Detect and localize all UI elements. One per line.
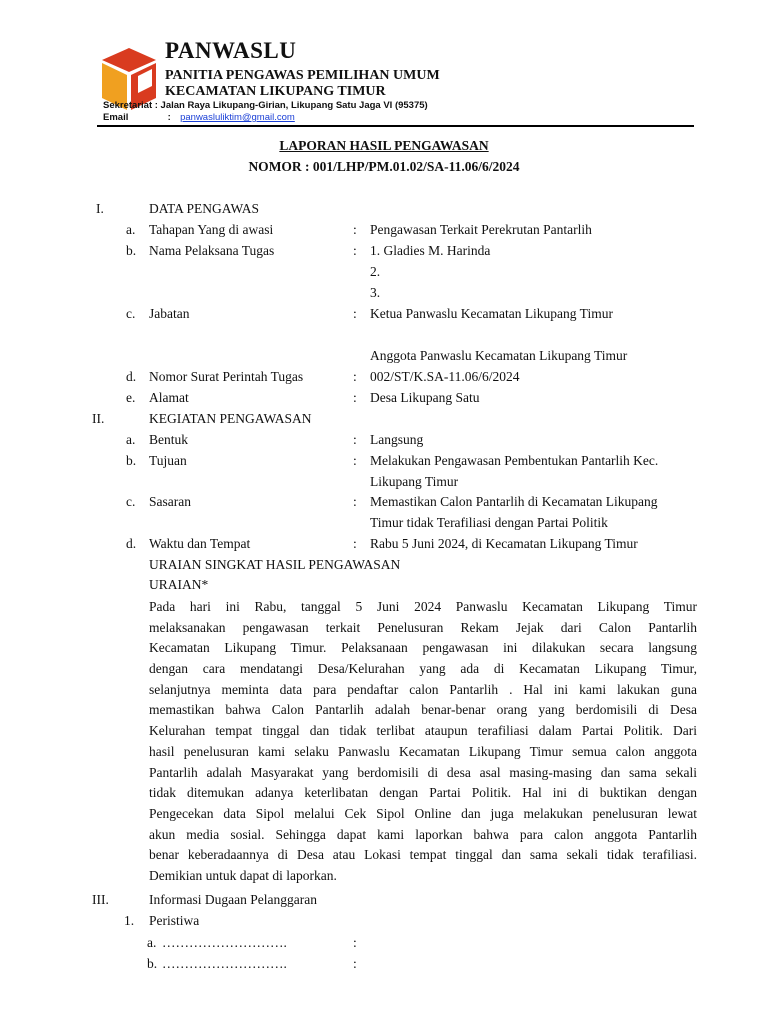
section-3-number: III.: [92, 892, 109, 907]
item-value: Memastikan Calon Pantarlih di Kecamatan Likupang: [370, 494, 658, 509]
item-value: Desa Likupang Satu: [370, 390, 480, 405]
email-link[interactable]: panwasluliktim@gmail.com: [180, 112, 295, 123]
item-colon: :: [353, 536, 357, 551]
org-line-2: KECAMATAN LIKUPANG TIMUR: [165, 84, 386, 99]
subsection-number: 1.: [124, 913, 135, 928]
paragraph-line: Kecamatan Likupang Timur. Pelaksanaan pengawasan ini dilakukan secara langsung: [149, 640, 697, 656]
item-letter: d.: [126, 369, 137, 384]
document-number: NOMOR : 001/LHP/PM.01.02/SA-11.06/6/2024: [248, 159, 520, 174]
item-colon: :: [353, 453, 357, 468]
summary-paragraph: [149, 597, 697, 887]
item-colon: :: [353, 306, 357, 321]
officer-name-1: 1. Gladies M. Harinda: [370, 243, 491, 258]
email-colon: :: [167, 112, 171, 123]
secretariat-address: Sekretariat : Jalan Raya Likupang-Girian, Likupang Satu Jaga VI (95375): [103, 100, 428, 111]
position-2: Anggota Panwaslu Kecamatan Likupang Timur: [370, 348, 628, 363]
item-label: Bentuk: [149, 432, 188, 447]
officer-name-2: 2.: [370, 264, 381, 279]
paragraph-line: selanjutnya meminta data para pendaftar calon Pantarlih . Hal ini kami lakukan guna: [149, 681, 697, 697]
item-value-continued: Likupang Timur: [370, 474, 459, 489]
item-colon: :: [353, 432, 357, 447]
paragraph-line: Kelurahan tempat tinggal dan tidak terlibat ataupun terafiliasi dalam Partai Politik. Dari: [149, 723, 697, 739]
placeholder-dots: ……………………….: [162, 935, 287, 950]
item-letter: c.: [126, 494, 136, 509]
item-label: Tujuan: [149, 453, 187, 468]
item-colon: :: [353, 222, 357, 237]
paragraph-line: benar keberadaannya di Desa atau Lokasi tempat tinggal dan sama sekali tidak terafiliasi.: [149, 847, 697, 863]
paragraph-line: akun media sosial. Sehingga dapat kami laporkan bahwa para calon anggota Pantarlih: [149, 826, 697, 842]
item-label: Nama Pelaksana Tugas: [149, 243, 275, 258]
section-3-heading: Informasi Dugaan Pelanggaran: [149, 892, 317, 907]
item-letter: b.: [126, 453, 137, 468]
org-line-1: PANITIA PENGAWAS PEMILIHAN UMUM: [165, 68, 440, 83]
item-label: Nomor Surat Perintah Tugas: [149, 369, 304, 384]
item-letter: c.: [126, 306, 136, 321]
section-1-number: I.: [96, 201, 104, 216]
org-name: PANWASLU: [165, 38, 297, 63]
item-letter: d.: [126, 536, 137, 551]
item-letter: a.: [126, 222, 136, 237]
paragraph-line: dengan cara mendatangi Desa/Kelurahan yang ada di Kecamatan Likupang Timur,: [149, 661, 697, 677]
item-colon: :: [353, 390, 357, 405]
position-1: Ketua Panwaslu Kecamatan Likupang Timur: [370, 306, 613, 321]
email-label: Email: [103, 112, 129, 123]
item-colon: :: [353, 243, 357, 258]
item-letter: a.: [147, 935, 157, 950]
paragraph-line: melaksanakan pengawasan terkait Penelusuran Rekam Jejak dari Calon Pantarlih: [149, 619, 697, 635]
subsection-heading: Peristiwa: [149, 913, 200, 928]
item-label: Tahapan Yang di awasi: [149, 222, 274, 237]
item-value: 002/ST/K.SA-11.06/6/2024: [370, 369, 520, 384]
item-letter: a.: [126, 432, 136, 447]
item-colon: :: [353, 956, 357, 971]
item-label: Sasaran: [149, 494, 191, 509]
placeholder-dots: ……………………….: [162, 956, 287, 971]
paragraph-line: Demikian untuk dapat di laporkan.: [149, 867, 337, 883]
officer-name-3: 3.: [370, 285, 381, 300]
document-title: LAPORAN HASIL PENGAWASAN: [279, 138, 489, 153]
item-colon: :: [353, 369, 357, 384]
header-divider: [97, 125, 694, 127]
section-2-number: II.: [92, 411, 105, 426]
item-value: Langsung: [370, 432, 424, 447]
item-label: Waktu dan Tempat: [149, 536, 251, 551]
section-1-heading: DATA PENGAWAS: [149, 201, 259, 216]
paragraph-line: Pantarlih adalah Masyarakat yang berdomisili di desa asal masing-masing dan sama sekali: [149, 764, 697, 780]
item-letter: e.: [126, 390, 136, 405]
section-2-heading: KEGIATAN PENGAWASAN: [149, 411, 312, 426]
item-colon: :: [353, 935, 357, 950]
paragraph-line: Pengecekan data Sipol melalui Cek Sipol Online dan juga melakukan penelusuran lewat: [149, 805, 697, 821]
item-value: Pengawasan Terkait Perekrutan Pantarlih: [370, 222, 592, 237]
item-value: Melakukan Pengawasan Pembentukan Pantarlih Kec.: [370, 453, 659, 468]
summary-heading: URAIAN SINGKAT HASIL PENGAWASAN: [149, 557, 401, 572]
uraian-label: URAIAN*: [149, 577, 209, 592]
paragraph-line: Pada hari ini Rabu, tanggal 5 Juni 2024 Panwaslu Kecamatan Likupang Timur: [149, 599, 697, 614]
paragraph-line: hasil penelusuran kami selaku Panwaslu Kecamatan Likupang Timur semua calon anggota: [149, 743, 697, 759]
item-colon: :: [353, 494, 357, 509]
item-value-continued: Timur tidak Terafiliasi dengan Partai Politik: [370, 515, 608, 530]
paragraph-line: memastikan bahwa Calon Pantarlih adalah benar-benar orang yang berdomisili di Desa: [149, 702, 697, 718]
item-label: Alamat: [149, 390, 189, 405]
item-letter: b.: [126, 243, 137, 258]
email-row: [103, 112, 295, 123]
paragraph-line: tidak ditemukan adanya keterlibatan dengan Partai Politik. Hal ini di buktikan dengan: [149, 785, 697, 801]
item-label: Jabatan: [149, 306, 190, 321]
item-value: Rabu 5 Juni 2024, di Kecamatan Likupang Timur: [370, 536, 638, 551]
item-letter: b.: [147, 956, 158, 971]
